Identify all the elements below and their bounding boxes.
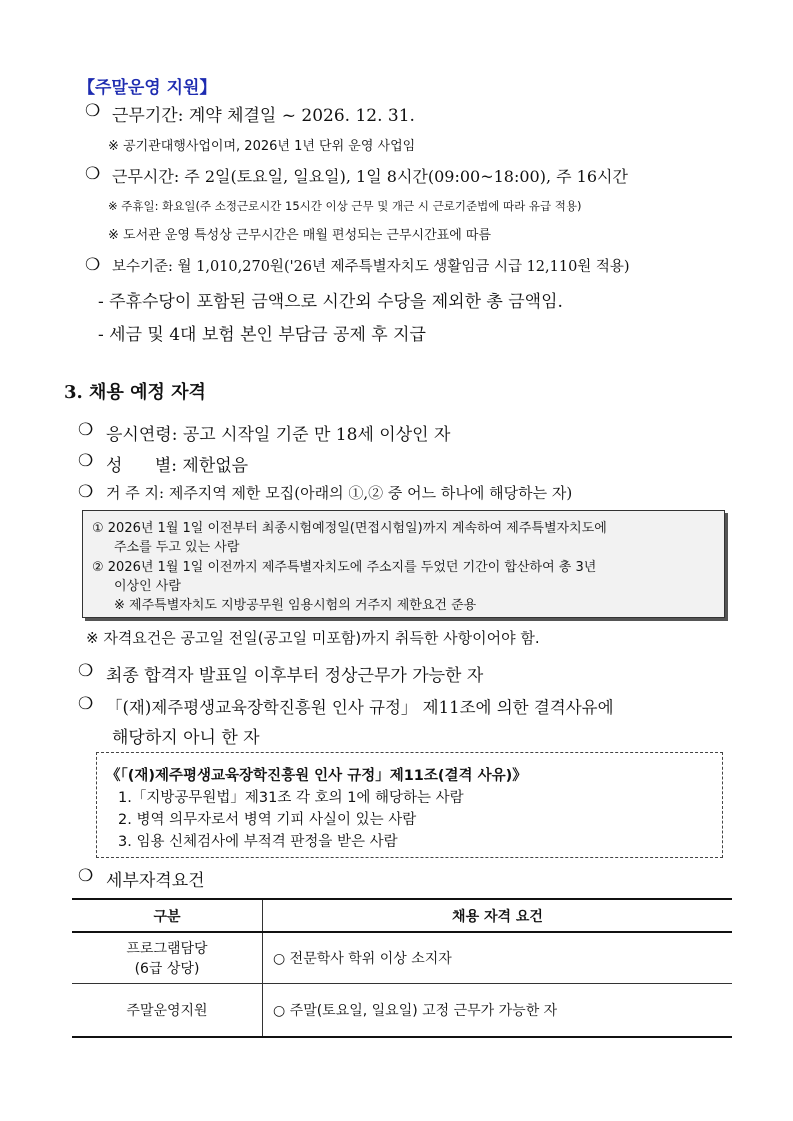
period-note: ※ 공기관대행사업이며, 2026년 1년 단위 운영 사업임 (108, 139, 416, 154)
pay-note-1: - 주휴수당이 포함된 금액으로 시간외 수당을 제외한 총 금액임. (98, 292, 563, 312)
bullet-icon: ❍ (78, 694, 94, 714)
bullet-icon: ❍ (85, 164, 101, 184)
residence-box-note: ※ 제주특별자치도 지방공무원 임용시험의 거주지 제한요건 준용 (114, 598, 477, 613)
bullet-icon: ❍ (78, 661, 94, 681)
age-text: 응시연령: 공고 시작일 기준 만 18세 이상인 자 (106, 425, 451, 445)
start-work-text: 최종 합격자 발표일 이후부터 정상근무가 가능한 자 (106, 666, 484, 686)
residence-item-1-line-2: 주소를 두고 있는 사람 (114, 540, 240, 555)
residence-item-1-line-1: ① 2026년 1월 1일 이전부터 최종시험예정일(면접시험일)까지 계속하여 제주특별자치도에 (92, 521, 607, 536)
residence-item-2-line-1: ② 2026년 1월 1일 이전까지 제주특별자치도에 주소지를 두었던 기간이 합산하여 총 3년 (92, 560, 597, 575)
bullet-icon: ❍ (78, 420, 94, 440)
table-row (72, 984, 732, 1038)
requirements-table (72, 898, 732, 1038)
holiday-note: ※ 주휴일: 화요일(주 소정근로시간 15시간 이상 근무 및 개근 시 근로기준법에 따라 유급 적용) (108, 199, 582, 213)
category-line-1: 프로그램담당 (126, 941, 208, 957)
schedule-note: ※ 도서관 운영 특성상 근무시간은 매월 편성되는 근무시간표에 따름 (108, 228, 492, 243)
table-cell-requirement: ○ 전문학사 학위 이상 소지자 (263, 932, 733, 984)
section-heading-weekend: 【주말운영 지원】 (78, 78, 217, 98)
category-line-2: (6급 상당) (134, 961, 200, 977)
table-cell-requirement: ○ 주말(토요일, 일요일) 고정 근무가 가능한 자 (263, 984, 733, 1038)
pay-note-2: - 세금 및 4대 보험 본인 부담금 공제 후 지급 (98, 325, 426, 345)
bullet-icon: ❍ (78, 451, 94, 471)
bullet-icon: ❍ (85, 255, 101, 275)
category-line-1: 주말운영지원 (126, 1003, 208, 1019)
residence-text: 거 주 지: 제주지역 제한 모집(아래의 ①,② 중 어느 하나에 해당하는 자) (106, 484, 573, 502)
table-header-row (72, 899, 732, 932)
residence-item-2-line-2: 이상인 사람 (114, 579, 181, 594)
disqualify-text-line-2: 해당하지 아니 한 자 (112, 728, 260, 748)
work-hours-text: 근무시간: 주 2일(토요일, 일요일), 1일 8시간(09:00~18:00), 주 16시간 (112, 167, 628, 186)
table-row (72, 932, 732, 984)
table-cell-category (72, 984, 263, 1038)
bullet-icon: ❍ (85, 101, 101, 121)
work-period-text: 근무기간: 계약 체결일 ~ 2026. 12. 31. (112, 106, 415, 126)
bullet-icon: ❍ (78, 482, 94, 502)
requirement-note: ※ 자격요건은 공고일 전일(공고일 미포함)까지 취득한 사항이어야 함. (86, 629, 540, 647)
disqualification-item-1: 1.「지방공무원법」제31조 각 호의 1에 해당하는 사람 (118, 790, 464, 806)
bullet-icon: ❍ (78, 866, 94, 886)
table-header-requirement: 채용 자격 요건 (263, 899, 733, 932)
disqualification-item-3: 3. 임용 신체검사에 부적격 판정을 받은 사람 (118, 834, 398, 850)
gender-text: 성 별: 제한없음 (106, 456, 249, 476)
detail-requirements-heading: 세부자격요건 (106, 871, 205, 891)
disqualification-box-title: 《「(재)제주평생교육장학진흥원 인사 규정」제11조(결격 사유)》 (106, 768, 527, 784)
table-header-category: 구분 (72, 899, 263, 932)
section-title-qualifications: 3. 채용 예정 자격 (64, 382, 206, 403)
disqualification-item-2: 2. 병역 의무자로서 병역 기피 사실이 있는 사람 (118, 812, 417, 828)
table-cell-category (72, 932, 263, 984)
disqualify-text-line-1: 「(재)제주평생교육장학진흥원 인사 규정」 제11조에 의한 결격사유에 (106, 698, 614, 717)
pay-text: 보수기준: 월 1,010,270원('26년 제주특별자치도 생활임금 시급 12,110원 적용) (112, 259, 630, 275)
